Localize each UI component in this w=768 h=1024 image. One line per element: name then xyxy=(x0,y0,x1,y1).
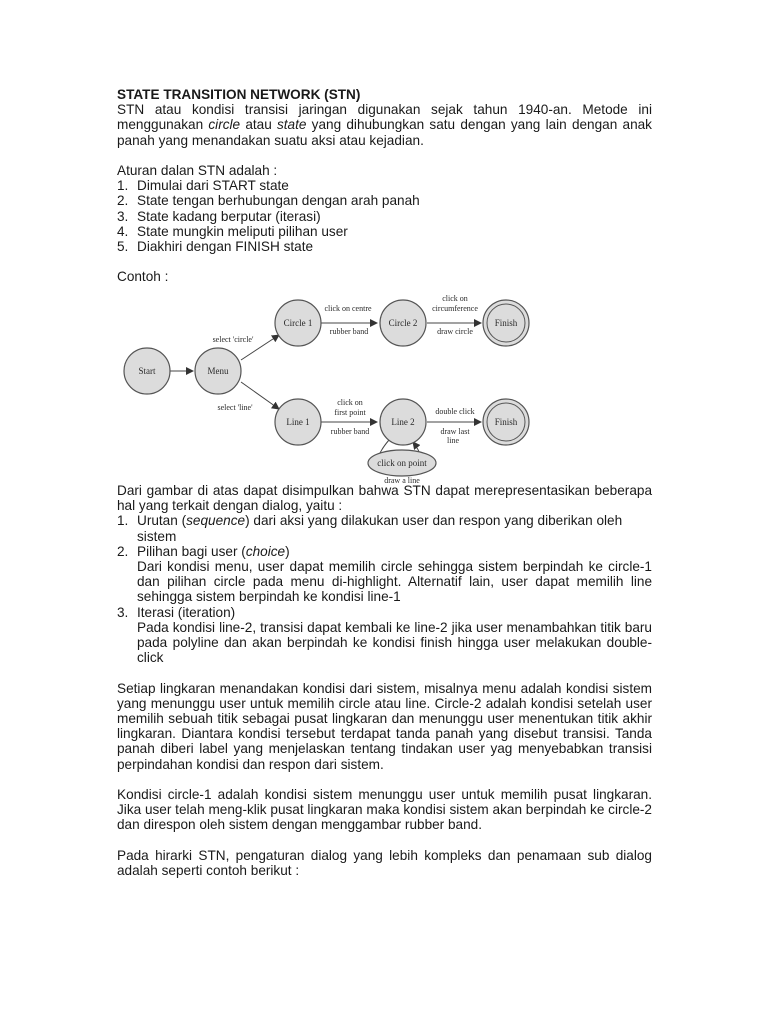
conclusion-paragraph: Dari gambar di atas dapat disimpulkan bahwa STN dapat merepresentasikan beberapa hal yang terkait dengan dialog, yaitu : xyxy=(117,483,652,514)
label-draw-a-line: draw a line xyxy=(384,476,420,484)
stn-diagram-svg xyxy=(117,292,537,484)
list-text: Pilihan bagi user ( xyxy=(137,543,246,559)
list-number: 1. xyxy=(117,178,129,194)
list-text: Urutan ( xyxy=(137,513,187,529)
label-click-on-centre: click on centre xyxy=(324,304,372,313)
body-paragraph-1: Setiap lingkaran menandakan kondisi dari sistem, misalnya menu adalah kondisi sistem yang menunggu user untuk memilih circle atau line. Circle-2 adalah kondisi setelah user memilih sebuah titik sebagai pusat lingkaran dan menunggu user menentukan titik akhir lingkaran. Diantara kondisi tersebut terdapat tanda panah yang disebut transisi. Tanda panah diberi label yang menjelaskan tentang tindakan user yag menyebabkan transisi perpindahan kondisi dan respon dari sistem. xyxy=(117,680,652,772)
intro-text-3: yang dihubungkan satu dengan yang lain dengan anak panah yang menandakan suatu aksi atau kejadian. xyxy=(117,117,652,148)
label-start: Start xyxy=(138,366,156,376)
label-draw-circle: draw circle xyxy=(437,327,473,336)
rules-list xyxy=(117,178,652,254)
label-finish-bottom: Finish xyxy=(494,417,518,427)
label-select-circle: select 'circle' xyxy=(212,335,254,344)
list-number: 1. xyxy=(117,513,129,529)
intro-paragraph xyxy=(117,102,652,148)
body-paragraph-3: Pada hirarki STN, pengaturan dialog yang lebih kompleks dan penamaan sub dialog adalah seperti contoh berikut : xyxy=(117,847,652,879)
list-text: Diakhiri dengan FINISH state xyxy=(137,239,314,255)
list-item xyxy=(117,605,652,666)
example-label: Contoh : xyxy=(117,269,169,285)
list-item xyxy=(117,544,652,605)
label-rubber-band-top: rubber band xyxy=(329,327,369,336)
list-text: ) dari aksi yang dilakukan user dan respon yang diberikan oleh sistem xyxy=(137,513,623,544)
label-line-1: Line 1 xyxy=(286,417,310,427)
list-text: ) xyxy=(285,543,290,559)
intro-emphasis-circle: circle xyxy=(208,117,241,133)
list-item-detail: Pada kondisi line-2, transisi dapat kembali ke line-2 jika user menambahkan titik baru pada polyline dan akan berpindah ke kondisi finish hingga user melakukan double-click xyxy=(137,619,652,666)
document-title: STATE TRANSITION NETWORK (STN) xyxy=(117,87,361,102)
document-continuation xyxy=(117,483,652,878)
label-draw-last: draw last xyxy=(440,427,470,436)
list-text: State tengan berhubungan dengan arah panah xyxy=(137,193,420,209)
intro-emphasis-state: state xyxy=(276,117,307,133)
list-item xyxy=(117,239,652,254)
list-text: State mungkin meliputi pilihan user xyxy=(137,223,348,239)
label-select-line: select 'line' xyxy=(217,403,253,412)
list-item xyxy=(117,209,652,224)
list-item xyxy=(117,224,652,239)
label-double-click: double click xyxy=(435,407,475,416)
list-number: 2. xyxy=(117,193,129,209)
list-number: 3. xyxy=(117,208,129,224)
list-item xyxy=(117,193,652,208)
stn-diagram xyxy=(117,292,537,484)
label-finish-top: Finish xyxy=(494,318,518,328)
label-line: line xyxy=(447,436,459,445)
label-first-point: first point xyxy=(334,408,366,417)
list-number: 5. xyxy=(117,239,129,255)
intro-text-1: STN atau kondisi transisi jaringan digunakan sejak tahun 1940-an. Metode ini menggunakan xyxy=(117,102,652,133)
list-text: Dimulai dari START state xyxy=(137,178,289,194)
body-paragraph-2: Kondisi circle-1 adalah kondisi sistem menunggu user untuk memilih pusat lingkaran. Jika user telah meng-klik pusat lingkaran maka kondisi sistem akan berpindah ke circle-2 dan direspon oleh sistem dengan menggambar rubber band. xyxy=(117,787,652,833)
label-circumference: circumference xyxy=(432,304,478,313)
list-emphasis: sequence xyxy=(186,513,246,529)
rules-title: Aturan dalan STN adalah : xyxy=(117,163,278,178)
label-circle-2: Circle 2 xyxy=(388,318,418,328)
intro-text-2: atau xyxy=(240,117,277,133)
document-page xyxy=(117,87,652,285)
list-number: 4. xyxy=(117,223,129,239)
label-click-on-bottom: click on xyxy=(337,398,363,407)
label-menu: Menu xyxy=(207,366,229,376)
list-text: State kadang berputar (iterasi) xyxy=(137,208,321,224)
list-item xyxy=(117,178,652,193)
label-circle-1: Circle 1 xyxy=(283,318,313,328)
label-rubber-band-bottom: rubber band xyxy=(330,427,370,436)
list-emphasis: choice xyxy=(245,543,286,559)
list-text: Iterasi (iteration) xyxy=(137,604,236,620)
list-item-detail: Dari kondisi menu, user dapat memilih circle sehingga sistem berpindah ke circle-1 dan pilihan circle pada menu di-highlight. Alternatif lain, user dapat memilih line sehingga sistem berpindah ke kondisi line-1 xyxy=(137,559,652,605)
label-click-on-top: click on xyxy=(442,294,468,303)
list-number: 3. xyxy=(117,604,129,620)
list-item xyxy=(117,513,652,543)
label-click-on-point: click on point xyxy=(377,458,427,468)
list-number: 2. xyxy=(117,543,129,559)
label-line-2: Line 2 xyxy=(391,417,415,427)
points-list xyxy=(117,513,652,665)
